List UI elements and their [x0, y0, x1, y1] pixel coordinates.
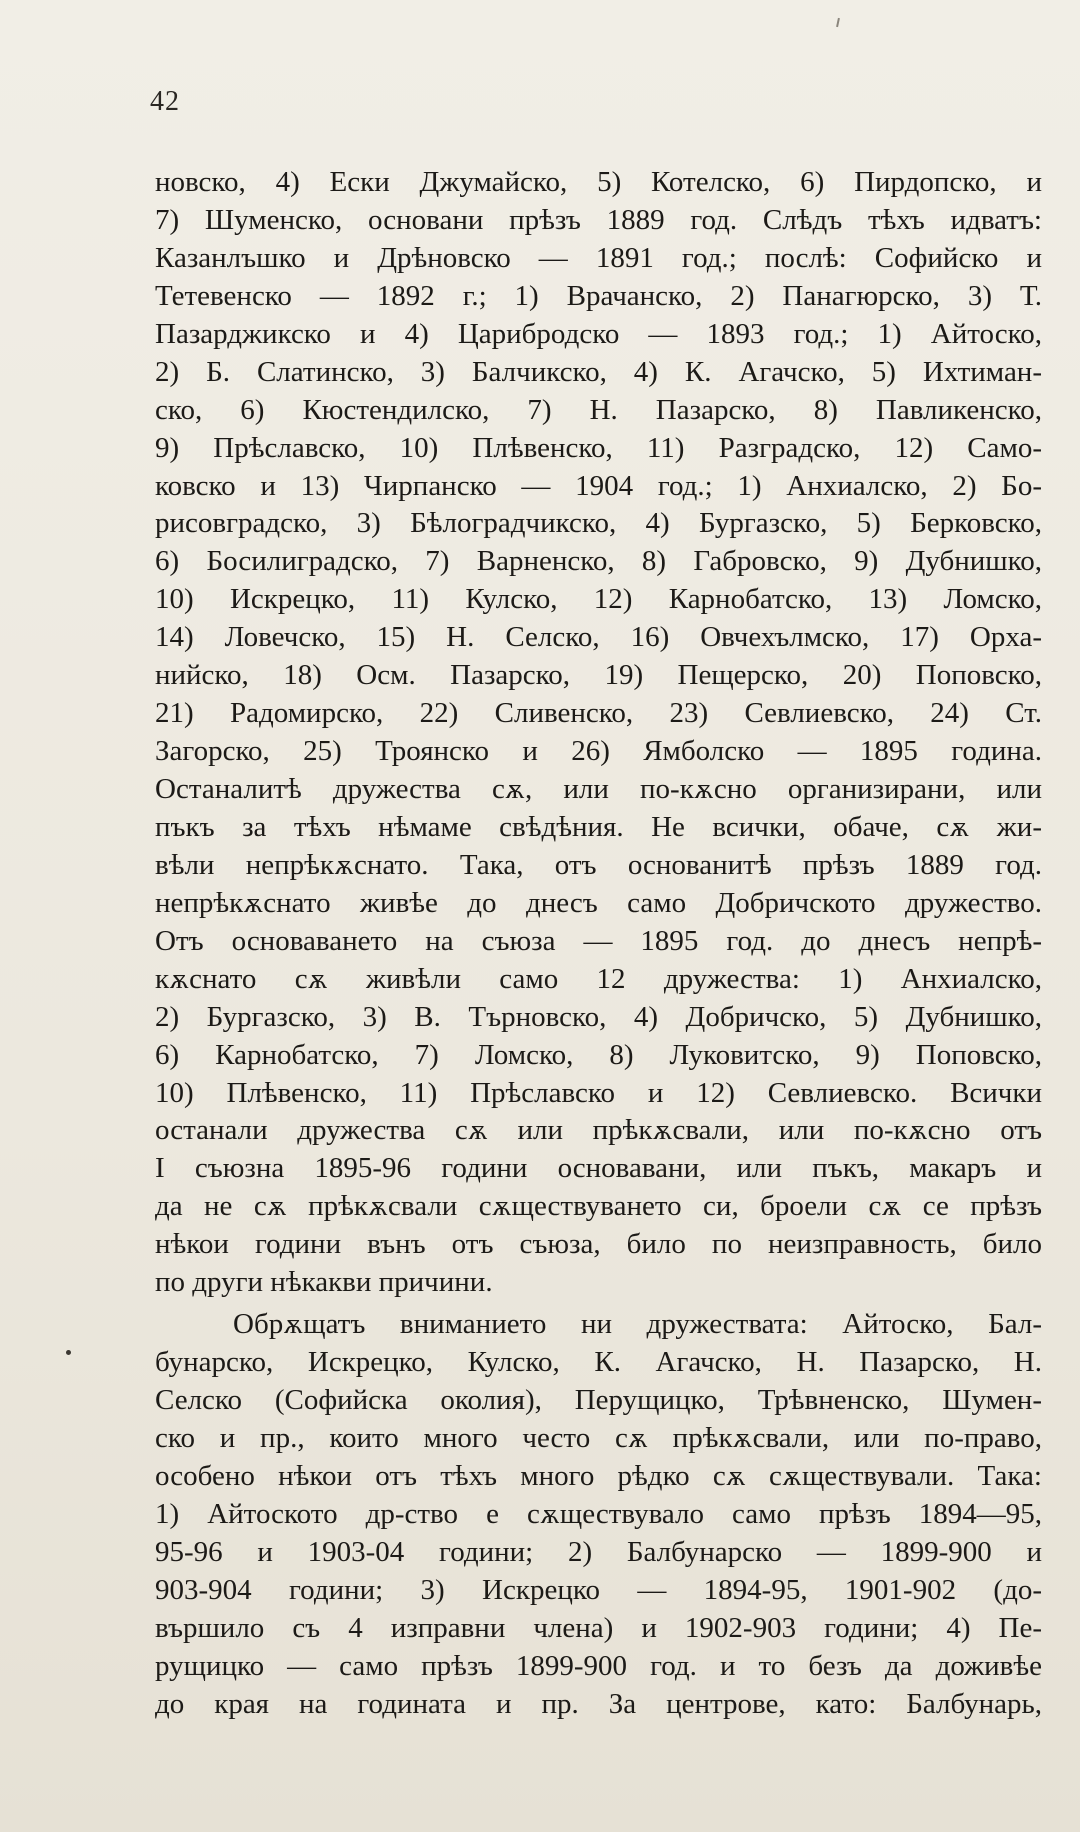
- text-line: да не сѫ прѣкѫсвали сѫществуването си, броели сѫ се прѣзъ: [155, 1190, 1042, 1223]
- text-line: ковско и 13) Чирпанско — 1904 год.; 1) Анхиалско, 2) Бо-: [155, 469, 1042, 502]
- paragraph-2: [155, 1306, 1042, 1723]
- text-line: вършило съ 4 изправни члена) и 1902-903 години; 4) Пе-: [155, 1611, 1042, 1644]
- text-line: 1) Айтоското др-ство е сѫществувало само прѣзъ 1894—95,: [155, 1497, 1042, 1530]
- text-line: 7) Шуменско, основани прѣзъ 1889 год. Слѣдъ тѣхъ идватъ:: [155, 203, 1042, 236]
- text-line: ско, 6) Кюстендилско, 7) Н. Пазарско, 8) Павликенско,: [155, 393, 1042, 426]
- text-line: Селско (Софийска околия), Перущицко, Трѣвненско, Шумен-: [155, 1384, 1042, 1416]
- body-text: [155, 164, 1042, 1723]
- text-line: до края на годината и пр. За центрове, като: Балбунарь,: [155, 1687, 1042, 1720]
- text-line: 10) Искрецко, 11) Кулско, 12) Карнобатско, 13) Ломско,: [155, 583, 1042, 616]
- page-number: 42: [150, 86, 180, 117]
- text-line: новско, 4) Ески Джумайско, 5) Котелско, 6) Пирдопско, и: [155, 166, 1042, 198]
- text-line: нийско, 18) Осм. Пазарско, 19) Пещерско, 20) Поповско,: [155, 659, 1042, 692]
- text-line: 6) Карнобатско, 7) Ломско, 8) Луковитско, 9) Поповско,: [155, 1038, 1042, 1071]
- text-line: 9) Прѣславско, 10) Плѣвенско, 11) Разградско, 12) Само-: [155, 431, 1042, 464]
- text-line: Обрѫщатъ вниманието ни дружествата: Айтоско, Бал-: [233, 1308, 1042, 1341]
- text-line: Казанлъшко и Дрѣновско — 1891 год.; послѣ: Софийско и: [155, 241, 1042, 274]
- text-line: 10) Плѣвенско, 11) Прѣславско и 12) Севлиевско. Всички: [155, 1076, 1042, 1109]
- text-line: 21) Радомирско, 22) Сливенско, 23) Севлиевско, 24) Ст.: [155, 697, 1042, 730]
- text-line: кѫснато сѫ живѣли само 12 дружества: 1) Анхиалско,: [155, 962, 1042, 995]
- text-line: 903-904 години; 3) Искрецко — 1894-95, 1901-902 (до-: [155, 1573, 1042, 1606]
- text-line: особено нѣкои отъ тѣхъ много рѣдко сѫ сѫществували. Така:: [155, 1459, 1042, 1492]
- text-line: бунарско, Искрецко, Кулско, К. Агачско, Н. Пазарско, Н.: [155, 1346, 1042, 1379]
- text-line: 14) Ловечско, 15) Н. Селско, 16) Овчехълмско, 17) Орха-: [155, 621, 1042, 654]
- text-line: Отъ основаването на съюза — 1895 год. до днесъ непрѣ-: [155, 924, 1042, 957]
- text-line: пъкъ за тѣхъ нѣмаме свѣдѣния. Не всички, обаче, сѫ жи-: [155, 810, 1042, 843]
- text-line: по други нѣкакви причини.: [155, 1266, 493, 1299]
- text-line: 95-96 и 1903-04 години; 2) Балбунарско — 1899-900 и: [155, 1535, 1042, 1568]
- text-line: рущицко — само прѣзъ 1899-900 год. и то безъ да доживѣе: [155, 1649, 1042, 1682]
- text-line: I съюзна 1895-96 години основавани, или пъкъ, макаръ и: [155, 1152, 1042, 1185]
- margin-dot: [66, 1350, 71, 1355]
- text-line: Пазарджикско и 4) Царибродско — 1893 год.; 1) Айтоско,: [155, 317, 1042, 350]
- text-line: нѣкои години вънъ отъ съюза, било по неизправность, било: [155, 1228, 1042, 1261]
- paragraph-1: [155, 164, 1042, 1302]
- text-line: останали дружества сѫ или прѣкѫсвали, или по-кѫсно отъ: [155, 1114, 1042, 1147]
- text-line: рисовградско, 3) Бѣлоградчикско, 4) Бургазско, 5) Берковско,: [155, 507, 1042, 540]
- text-line: ско и пр., които много често сѫ прѣкѫсвали, или по-право,: [155, 1421, 1042, 1454]
- text-line: непрѣкѫснато живѣе до днесъ само Добричското дружество.: [155, 886, 1042, 919]
- text-line: вѣли непрѣкѫснато. Така, отъ основанитѣ прѣзъ 1889 год.: [155, 848, 1042, 881]
- text-line: 2) Бургазско, 3) В. Търновско, 4) Добричско, 5) Дубнишко,: [155, 1000, 1042, 1033]
- text-line: 6) Босилиградско, 7) Варненско, 8) Габровско, 9) Дубнишко,: [155, 545, 1042, 578]
- text-line: Останалитѣ дружества сѫ, или по-кѫсно организирани, или: [155, 773, 1042, 805]
- margin-mark: [836, 18, 840, 27]
- text-line: 2) Б. Слатинско, 3) Балчикско, 4) К. Агачско, 5) Ихтиман-: [155, 355, 1042, 388]
- text-line: Тетевенско — 1892 г.; 1) Врачанско, 2) Панагюрско, 3) Т.: [155, 279, 1042, 312]
- text-line: Загорско, 25) Троянско и 26) Ямболско — 1895 година.: [155, 735, 1042, 768]
